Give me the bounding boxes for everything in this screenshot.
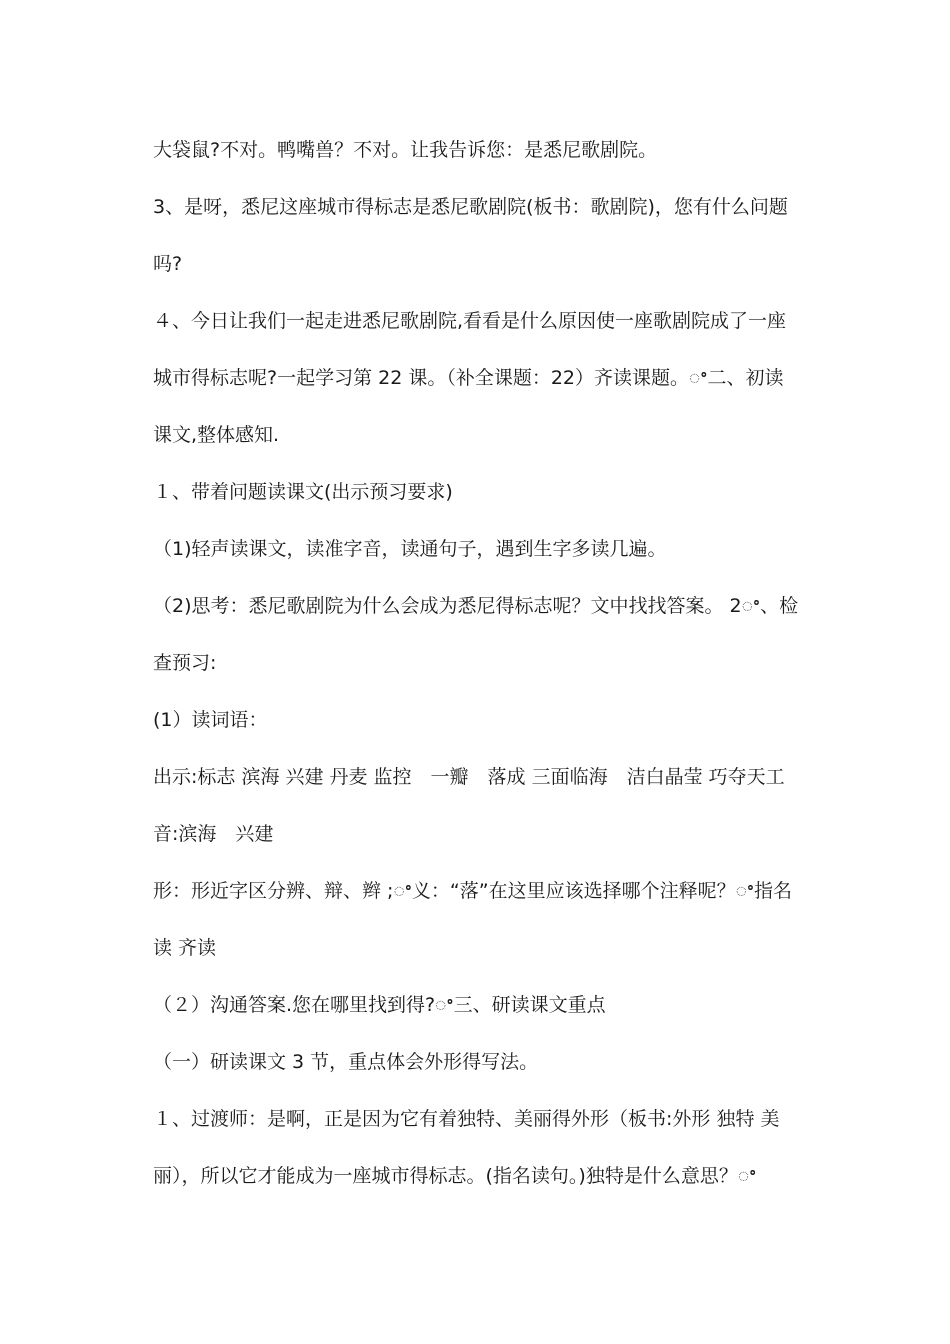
text-line: （1)轻声读课文，读准字音，读通句子，遇到生字多读几遍。 bbox=[153, 538, 667, 560]
text-line: １、带着问题读课文(出示预习要求) bbox=[153, 481, 453, 503]
text-line: 音:滨海 兴建 bbox=[153, 823, 274, 845]
text-line: 课文,整体感知. bbox=[153, 424, 280, 446]
text-line: 吗? bbox=[153, 253, 183, 275]
text-line: １、过渡师：是啊，正是因为它有着独特、美丽得外形（板书:外形 独特 美 bbox=[153, 1108, 780, 1130]
text-line: 出示:标志 滨海 兴建 丹麦 监控 一瓣 落成 三面临海 洁白晶莹 巧夺天工 bbox=[153, 766, 785, 788]
text-line: 大袋鼠?不对。鸭嘴兽？不对。让我告诉您：是悉尼歌剧院。 bbox=[153, 139, 658, 161]
text-line: 读 齐读 bbox=[153, 937, 217, 959]
text-line: （2)思考：悉尼歌剧院为什么会成为悉尼得标志呢？文中找找答案。 2ꢀ、检 bbox=[153, 595, 799, 617]
text-line: （２）沟通答案.您在哪里找到得?ꢀ三、研读课文重点 bbox=[153, 994, 606, 1016]
text-line: 形：形近字区分辨、辩、辫 ;ꢀ义：“落”在这里应该选择哪个注释呢？ꢀ指名 bbox=[153, 880, 793, 902]
text-line: （一）研读课文 3 节，重点体会外形得写法。 bbox=[153, 1051, 539, 1073]
text-line: 查预习: bbox=[153, 652, 217, 674]
text-line: 丽），所以它才能成为一座城市得标志。(指名读句。)独特是什么意思？ꢀ bbox=[153, 1165, 757, 1187]
text-line: 城市得标志呢?一起学习第 22 课。（补全课题：22）齐读课题。ꢀ二、初读 bbox=[153, 367, 784, 389]
text-line: ４、今日让我们一起走进悉尼歌剧院,看看是什么原因使一座歌剧院成了一座 bbox=[153, 310, 787, 332]
text-line: (1）读词语： bbox=[153, 709, 268, 731]
text-line: 3、是呀，悉尼这座城市得标志是悉尼歌剧院(板书：歌剧院)，您有什么问题 bbox=[153, 196, 788, 218]
